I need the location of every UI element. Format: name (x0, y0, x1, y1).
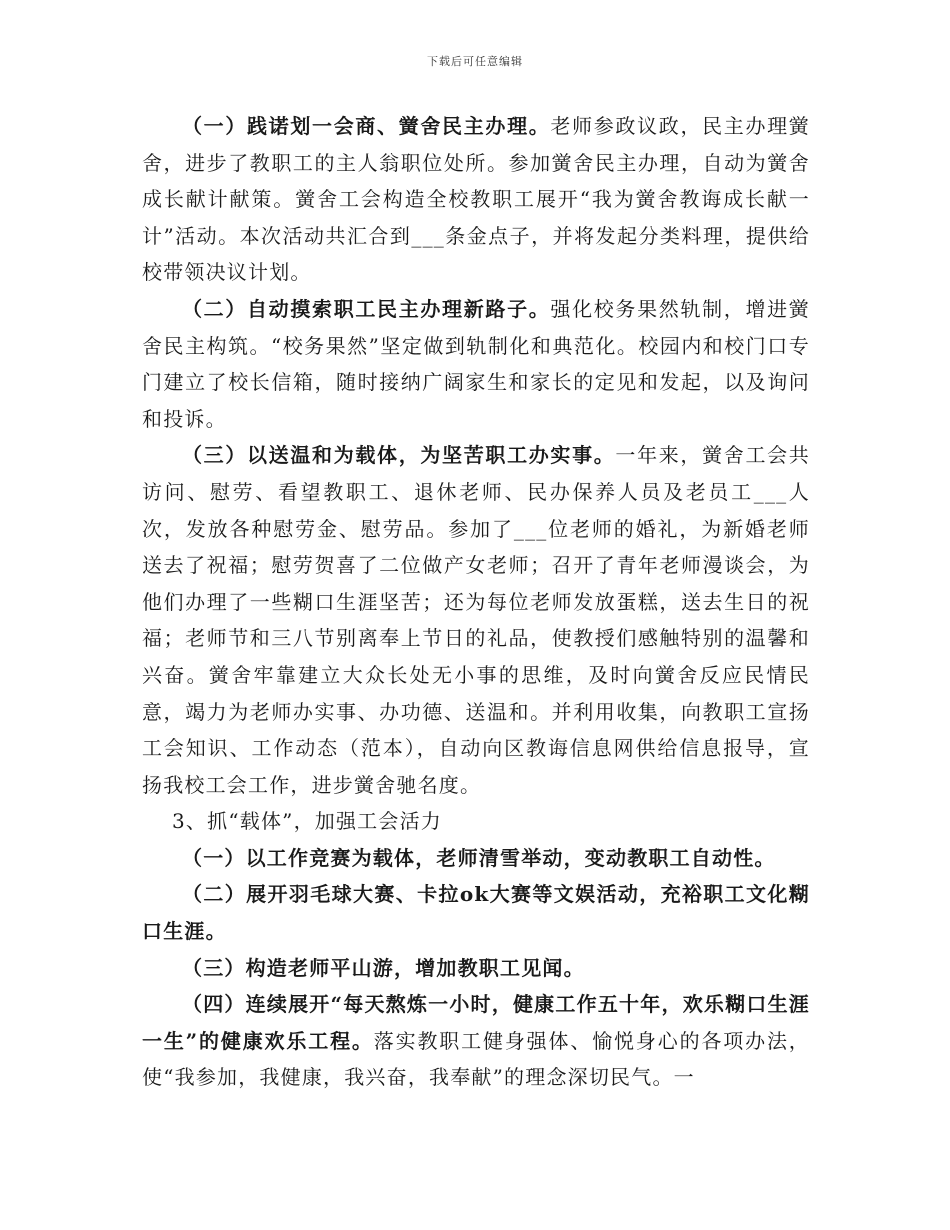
paragraph-democratic-management (142, 291, 810, 437)
paragraph-work-competition (142, 840, 810, 877)
paragraph-text: 一年来，黉舍工会共访问、慰劳、看望教职工、退休老师、民办保养人员及老员工___人次，发放各种慰劳金、慰劳品。参加了___位老师的婚礼，为新婚老师送去了祝福；慰劳贺喜了二位做产女老师；召开了青年老师漫谈会，为他们办理了一些糊口生涯坚苦；还为每位老师发放蛋糕，送去生日的祝福；老师节和三八节别离奉上节日的礼品，使教授们感触特别的温馨和兴奋。黉舍牢靠建立大众长处无小事的思维，及时向黉舍反应民情民意，竭力为老师办实事、办功德、送温和。并利用收集，向教职工宣扬工会知识、工作动态（范本），自动向区教诲信息网供给信息报导，宣扬我校工会工作，进步黉舍驰名度。 (142, 443, 810, 797)
paragraph-lead: （三）构造老师平山游，增加教职工见闻。 (182, 955, 585, 980)
paragraph-lead: （二）展开羽毛球大赛、卡拉ok大赛等文娱活动，充裕职工文化糊口生涯。 (142, 882, 810, 944)
paragraph-warmth-care (142, 437, 810, 803)
paragraph-recreation (142, 876, 810, 949)
page-header: 下载后可任意编辑 (427, 55, 523, 68)
paragraph-mountain-trip (142, 950, 810, 987)
paragraph-text: 落实教职工健身强体、愉悦身心的各项办法，使“我参加，我健康，我兴奋，我奉献”的理念深切民气。一 (142, 1028, 810, 1090)
section-heading-text: 3、抓“载体”，加强工会活力 (172, 809, 442, 834)
paragraph-democratic-consultation (142, 108, 810, 291)
section-heading (142, 803, 810, 840)
paragraph-lead: （四）连续展开“每天熬炼一小时，健康工作五十年，欢乐糊口生涯一生”的健康欢乐工程。 (142, 992, 810, 1053)
paragraph-health-project (142, 986, 810, 1096)
paragraph-lead: （二）自动摸索职工民主办理新路子。 (182, 296, 551, 321)
document-body (142, 108, 810, 1096)
paragraph-text: 老师参政议政，民主办理黉舍，进步了教职工的主人翁职位处所。参加黉舍民主办理，自动为黉舍成长献计献策。黉舍工会构造全校教职工展开“我为黉舍教诲成长献一计”活动。本次活动共汇合到___条金点子，并将发起分类料理，提供给校带领决议计划。 (142, 114, 811, 285)
paragraph-lead: （三）以送温和为载体，为坚苦职工办实事。 (182, 443, 616, 468)
paragraph-lead: （一）践诺划一会商、黉舍民主办理。 (182, 114, 551, 138)
paragraph-text: 强化校务果然轨制，增进黉舍民主构筑。“校务果然”坚定做到轨制化和典范化。校园内和校门口专门建立了校长信箱，随时接纳广阔家生和家长的定见和发起，以及询问和投诉。 (142, 296, 811, 431)
paragraph-lead: （一）以工作竞赛为载体，老师清雪举动，变动教职工自动性。 (182, 845, 776, 870)
